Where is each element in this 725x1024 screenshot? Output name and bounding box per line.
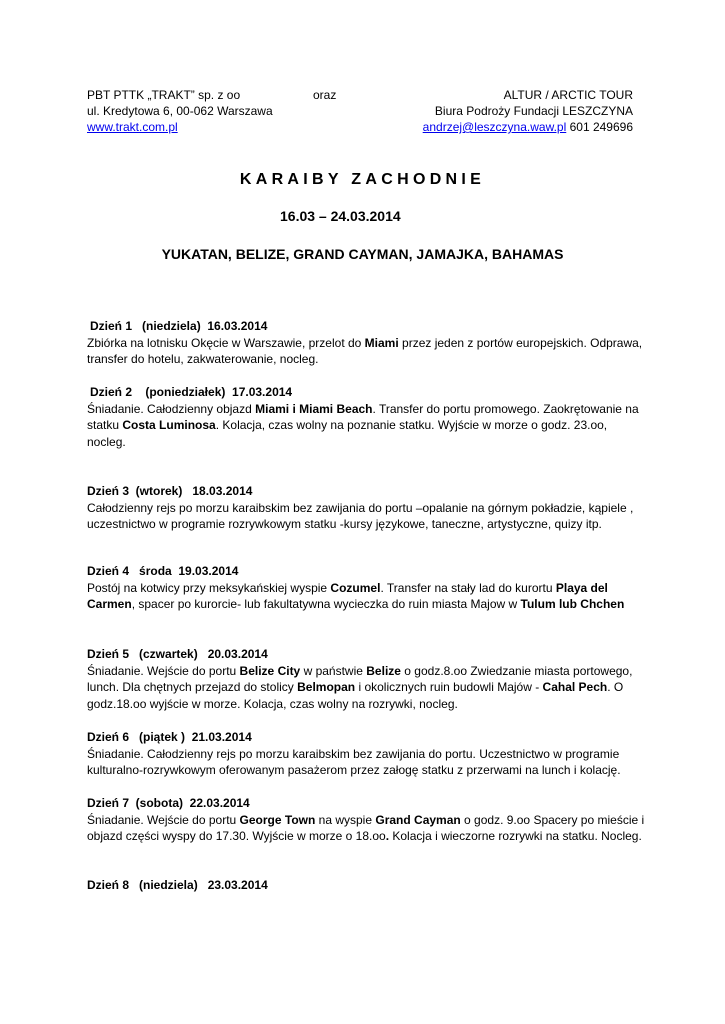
day-heading: Dzień 6 (piątek ) 21.03.2014 [87,730,252,744]
header-row-3 [87,119,633,136]
day-heading: Dzień 7 (sobota) 22.03.2014 [87,796,250,810]
page-title: KARAIBY ZACHODNIE [239,171,486,188]
day-description: Śniadanie. Wejście do portu Belize City w państwie Belize o godz.8.oo Zwiedzanie miasta portowego, lunch. Dla chętnych przejazd do stolicy Belmopan i okolicznych ruin budowli Majów - Cahal Pech. O godz.18.oo wyjście w morze. Kolacja, czas wolny na rozrywki, nocleg. [87,663,633,711]
day-heading: Dzień 2 (poniedziałek) 17.03.2014 [90,385,293,399]
company-name: PBT PTTK „TRAKT” sp. z oo [87,88,241,102]
header-row-1 [87,87,633,104]
day-heading: Dzień 8 (niedziela) 23.03.2014 [87,878,268,892]
header-row-2 [87,103,633,120]
conjunction: oraz [313,88,337,102]
email-link[interactable]: andrzej@leszczyna.waw.pl [422,120,567,134]
day-1 [87,318,647,368]
day-description: Zbiórka na lotnisku Okęcie w Warszawie, przelot do Miami przez jeden z portów europejskich. Odprawa, transfer do hotelu, zakwaterowanie, nocleg. [87,335,643,366]
day-description: Śniadanie. Wejście do portu George Town na wyspie Grand Cayman o godz. 9.oo Spacery po mieście i objazd części wyspy do 17.30. Wyjście w morze o 18.oo. Kolacja i wieczorne rozrywki na statku. Nocleg. [87,812,645,843]
day-2 [87,384,647,450]
day-heading: Dzień 5 (czwartek) 20.03.2014 [87,647,268,661]
partner-org: Biura Podroży Fundacji LESZCZYNA [434,104,633,118]
trip-route: YUKATAN, BELIZE, GRAND CAYMAN, JAMAJKA, BAHAMAS [161,246,564,262]
trip-dates: 16.03 – 24.03.2014 [280,208,401,224]
day-4 [87,563,647,613]
website-link[interactable]: www.trakt.com.pl [87,120,178,134]
phone-number: 601 249696 [569,120,633,134]
day-3 [87,483,647,533]
day-description: Śniadanie. Całodzienny objazd Miami i Miami Beach. Transfer do portu promowego. Zaokrętowanie na statku Costa Luminosa. Kolacja, czas wolny na poznanie statku. Wyjście w morze o godz. 23.oo, nocleg. [87,401,639,449]
day-6 [87,729,647,779]
day-heading: Dzień 3 (wtorek) 18.03.2014 [87,484,253,498]
day-5 [87,646,647,712]
day-description: Całodzienny rejs po morzu karaibskim bez zawijania do portu –opalanie na górnym pokładzie, kąpiele , uczestnictwo w programie rozrywkowym statku -kursy językowe, taneczne, artystyczne, quizy itp. [87,500,634,531]
day-description: Postój na kotwicy przy meksykańskiej wyspie Cozumel. Transfer na stały lad do kurortu Playa del Carmen, spacer po kurorcie- lub fakultatywna wycieczka do ruin miasta Majow w Tulum lub Chchen [87,580,625,611]
day-heading: Dzień 4 środa 19.03.2014 [87,564,239,578]
partner-contact [423,119,633,136]
partner-company: ALTUR / ARCTIC TOUR [503,88,633,102]
day-7 [87,795,647,845]
company-address: ul. Kredytowa 6, 00-062 Warszawa [87,104,273,118]
day-heading: Dzień 1 (niedziela) 16.03.2014 [90,319,268,333]
day-description: Śniadanie. Całodzienny rejs po morzu karaibskim bez zawijania do portu. Uczestnictwo w programie kulturalno-rozrywkowym oferowanym pasażerom przez załogę statku z przerwami na lunch i kolację. [87,746,621,777]
day-8 [87,877,647,894]
